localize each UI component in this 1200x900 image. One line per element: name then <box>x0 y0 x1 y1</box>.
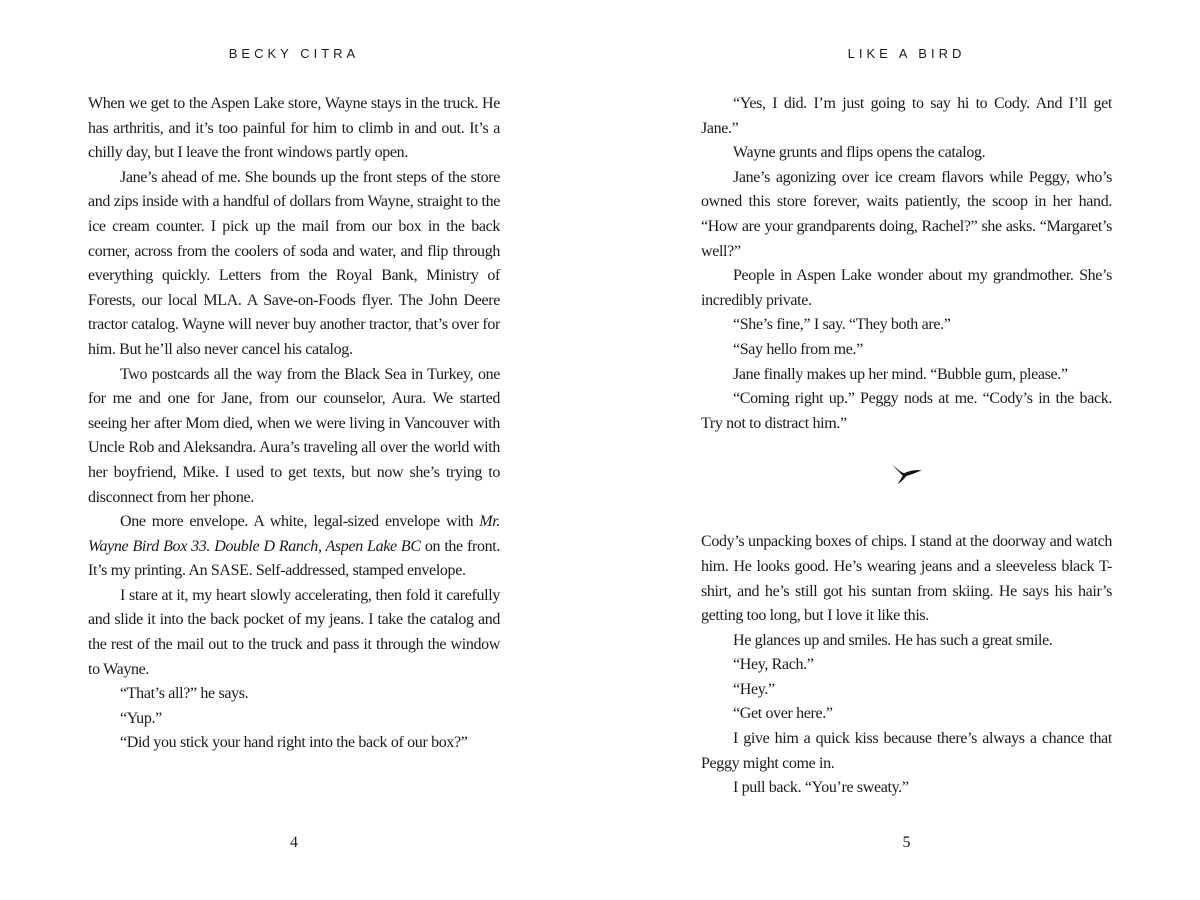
paragraph <box>88 707 500 732</box>
page-number-right: 5 <box>902 834 911 851</box>
text-segment: “Did you stick your hand right into the back of our box?” <box>120 734 468 752</box>
paragraph <box>701 727 1112 776</box>
paragraph <box>701 338 1112 363</box>
text-segment: I give him a quick kiss because there’s always a chance that Peggy might come in. <box>701 730 1112 772</box>
text-segment: “That’s all?” he says. <box>120 685 249 703</box>
text-segment: Jane’s ahead of me. She bounds up the front steps of the store and zips inside with a handful of dollars from Wayne, straight to the ice cream counter. I pick up the mail from our box in the back corner, across from the coolers of soda and water, and flip through everything quickly. Letters from the Royal Bank, Ministry of Forests, our local MLA. A Save-on-Foods flyer. The John Deere tractor catalog. Wayne will never buy another tractor, that’s over for him. But he’ll also never cancel his catalog. <box>88 168 500 358</box>
text-segment: I stare at it, my heart slowly accelerating, then fold it carefully and slide it into the back pocket of my jeans. I take the catalog and the rest of the mail out to the truck and pass it through the window to Wayne. <box>88 586 500 678</box>
text-segment: Two postcards all the way from the Black Sea in Turkey, one for me and one for Jane, from our counselor, Aura. We started seeing her after Mom died, when we were living in Vancouver with Uncle Rob and Aleksandra. Aura’s traveling all over the world with her boyfriend, Mike. I used to get texts, but now she’s trying to disconnect from her phone. <box>88 365 500 506</box>
text-segment: “She’s fine,” I say. “They both are.” <box>733 316 951 334</box>
paragraph <box>701 530 1112 628</box>
text-segment: People in Aspen Lake wonder about my grandmother. She’s incredibly private. <box>701 267 1112 309</box>
paragraph <box>88 92 500 166</box>
paragraph <box>88 682 500 707</box>
text-segment: He glances up and smiles. He has such a great smile. <box>733 631 1053 649</box>
italic-text-segment: Mr. Wayne Bird Box 33. Double D Ranch, Aspen Lake BC <box>88 513 500 555</box>
text-segment: Jane’s agonizing over ice cream flavors while Peggy, who’s owned this store forever, waits patiently, the scoop in her hand. “How are your grandparents doing, Rachel?” she asks. “Margaret’s well?” <box>701 168 1112 260</box>
right-page <box>701 46 1112 870</box>
paragraph <box>88 166 500 363</box>
text-segment: I pull back. “You’re sweaty.” <box>733 779 909 797</box>
text-segment: “Coming right up.” Peggy nods at me. “Cody’s in the back. Try not to distract him.” <box>701 390 1112 432</box>
text-segment: “Say hello from me.” <box>733 340 863 358</box>
text-segment: “Hey.” <box>733 680 775 698</box>
paragraph <box>701 92 1112 141</box>
paragraph <box>701 141 1112 166</box>
left-page-body-text <box>88 92 500 756</box>
paragraph <box>701 653 1112 678</box>
right-page-body-text-section-2 <box>701 530 1112 801</box>
text-segment: “Get over here.” <box>733 705 833 723</box>
section-break-ornament <box>701 462 1112 488</box>
running-head-author: BECKY CITRA <box>228 46 360 61</box>
text-segment: “Hey, Rach.” <box>733 656 814 674</box>
paragraph <box>701 702 1112 727</box>
left-page <box>88 46 500 870</box>
paragraph <box>701 387 1112 436</box>
text-segment: Jane finally makes up her mind. “Bubble gum, please.” <box>733 365 1068 383</box>
flying-bird-icon <box>891 462 923 486</box>
paragraph <box>701 363 1112 388</box>
text-segment: When we get to the Aspen Lake store, Wayne stays in the truck. He has arthritis, and it’s too painful for him to climb in and out. It’s a chilly day, but I leave the front windows partly open. <box>88 95 500 162</box>
page-number-left: 4 <box>290 834 298 851</box>
paragraph <box>701 678 1112 703</box>
paragraph <box>701 776 1112 801</box>
text-segment: Wayne grunts and flips opens the catalog. <box>733 144 986 162</box>
right-page-body-text-section-1 <box>701 92 1112 436</box>
paragraph <box>701 166 1112 264</box>
paragraph <box>88 731 500 756</box>
text-segment: “Yes, I did. I’m just going to say hi to Cody. And I’ll get Jane.” <box>701 95 1112 137</box>
text-segment: on the front. It’s my printing. An SASE. Self-addressed, stamped envelope. <box>88 537 500 580</box>
paragraph <box>701 264 1112 313</box>
text-segment: Cody’s unpacking boxes of chips. I stand at the doorway and watch him. He looks good. He’s wearing jeans and a sleeveless black T-shirt, and he’s still got his suntan from skiing. He says his hair’s getting too long, but I love it like this. <box>701 533 1112 625</box>
paragraph <box>88 363 500 511</box>
paragraph <box>88 510 500 584</box>
paragraph <box>701 313 1112 338</box>
paragraph <box>701 629 1112 654</box>
running-head-book-title: LIKE A BIRD <box>847 46 966 61</box>
text-segment: One more envelope. A white, legal-sized envelope with <box>120 513 480 531</box>
paragraph <box>88 584 500 682</box>
text-segment: “Yup.” <box>120 709 162 727</box>
